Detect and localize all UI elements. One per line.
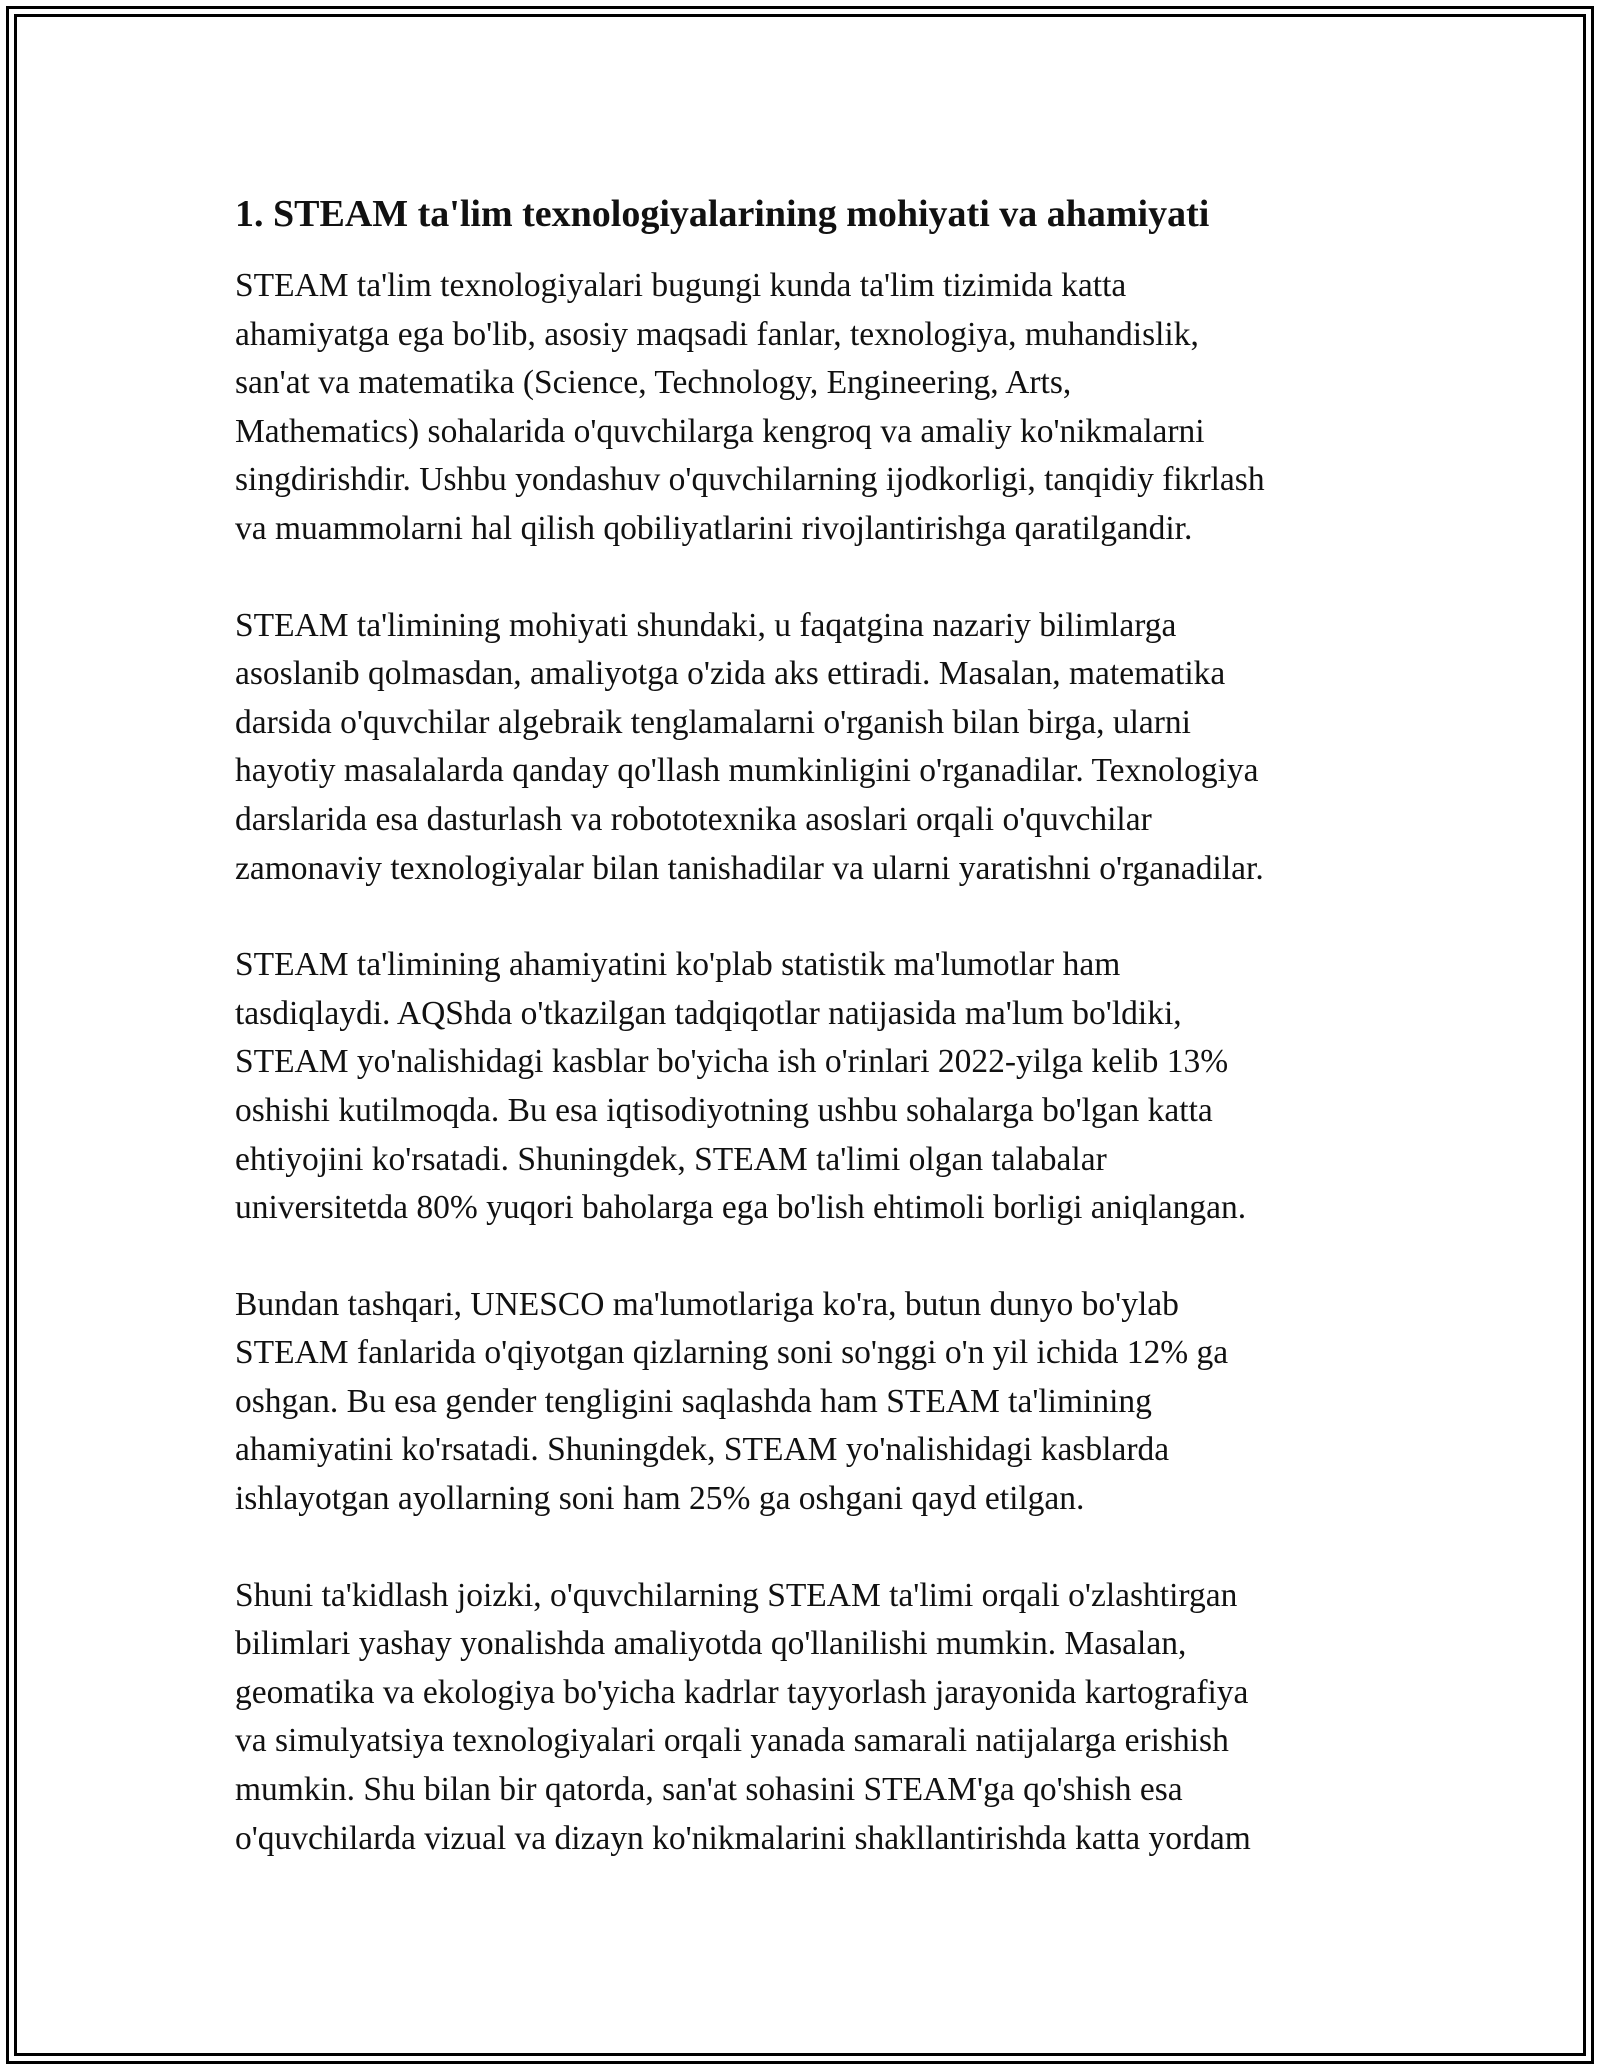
- text-line: universitetda 80% yuqori baholarga ega bo'lish ehtimoli borligi aniqlangan.: [235, 1189, 1247, 1227]
- text-line: ahamiyatga ega bo'lib, asosiy maqsadi fanlar, texnologiya, muhandislik,: [235, 315, 1199, 353]
- text-line: singdirishdir. Ushbu yondashuv o'quvchilarning ijodkorligi, tanqidiy fikrlash: [235, 461, 1265, 499]
- paragraph-3: [235, 941, 1385, 1233]
- text-line: mumkin. Shu bilan bir qatorda, san'at sohasini STEAM'ga qo'shish esa: [235, 1771, 1183, 1809]
- text-line: san'at va matematika (Science, Technology, Engineering, Arts,: [235, 364, 1072, 402]
- text-line: STEAM fanlarida o'qiyotgan qizlarning soni so'nggi o'n yil ichida 12% ga: [235, 1334, 1229, 1372]
- text-line: STEAM yo'nalishidagi kasblar bo'yicha ish o'rinlari 2022-yilga kelib 13%: [235, 1043, 1229, 1081]
- text-line: darslarida esa dasturlash va robototexnika asoslari orqali o'quvchilar: [235, 800, 1152, 838]
- text-line: va muammolarni hal qilish qobiliyatlarini rivojlantirishga qaratilgandir.: [235, 509, 1193, 547]
- text-line: va simulyatsiya texnologiyalari orqali yanada samarali natijalarga erishish: [235, 1722, 1229, 1760]
- paragraph-1: [235, 262, 1385, 554]
- text-line: ishlayotgan ayollarning soni ham 25% ga oshgani qayd etilgan.: [235, 1480, 1085, 1518]
- text-line: tasdiqlaydi. AQShda o'tkazilgan tadqiqotlar natijasida ma'lum bo'ldiki,: [235, 994, 1182, 1032]
- text-line: Mathematics) sohalarida o'quvchilarga kengroq va amaliy ko'nikmalarni: [235, 412, 1205, 450]
- text-line: ehtiyojini ko'rsatadi. Shuningdek, STEAM ta'limi olgan talabalar: [235, 1140, 1107, 1178]
- text-line: Shuni ta'kidlash joizki, o'quvchilarning STEAM ta'limi orqali o'zlashtirgan: [235, 1576, 1238, 1614]
- text-line: STEAM ta'lim texnologiyalari bugungi kunda ta'lim tizimida katta: [235, 267, 1127, 304]
- paragraph-2: [235, 602, 1385, 894]
- paragraph-5: [235, 1572, 1385, 1864]
- paragraph-4: [235, 1281, 1385, 1524]
- text-line: hayotiy masalalarda qanday qo'llash mumkinligini o'rganadilar. Texnologiya: [235, 752, 1259, 790]
- text-line: Bundan tashqari, UNESCO ma'lumotlariga ko'ra, butun dunyo bo'ylab: [235, 1285, 1179, 1323]
- text-line: darsida o'quvchilar algebraik tenglamalarni o'rganish bilan birga, ularni: [235, 703, 1191, 741]
- text-line: o'quvchilarda vizual va dizayn ko'nikmalarini shakllantirishda katta yordam: [235, 1819, 1251, 1857]
- text-line: asoslanib qolmasdan, amaliyotga o'zida aks ettiradi. Masalan, matematika: [235, 655, 1226, 693]
- text-line: oshishi kutilmoqda. Bu esa iqtisodiyotning ushbu sohalarga bo'lgan katta: [235, 1091, 1213, 1129]
- document-body: [235, 186, 1385, 1911]
- section-heading: 1. STEAM ta'lim texnologiyalarining mohiyati va ahamiyati: [235, 193, 1210, 235]
- text-line: bilimlari yashay yonalishda amaliyotda qo'llanilishi mumkin. Masalan,: [235, 1625, 1187, 1663]
- text-line: oshgan. Bu esa gender tengligini saqlashda ham STEAM ta'limining: [235, 1382, 1152, 1420]
- text-line: STEAM ta'limining mohiyati shundaki, u faqatgina nazariy bilimlarga: [235, 606, 1177, 644]
- text-line: STEAM ta'limining ahamiyatini ko'plab statistik ma'lumotlar ham: [235, 946, 1121, 984]
- text-line: zamonaviy texnologiyalar bilan tanishadilar va ularni yaratishni o'rganadilar.: [235, 849, 1264, 887]
- text-line: geomatika va ekologiya bo'yicha kadrlar tayyorlash jarayonida kartografiya: [235, 1673, 1249, 1711]
- text-line: ahamiyatini ko'rsatadi. Shuningdek, STEAM yo'nalishidagi kasblarda: [235, 1431, 1170, 1469]
